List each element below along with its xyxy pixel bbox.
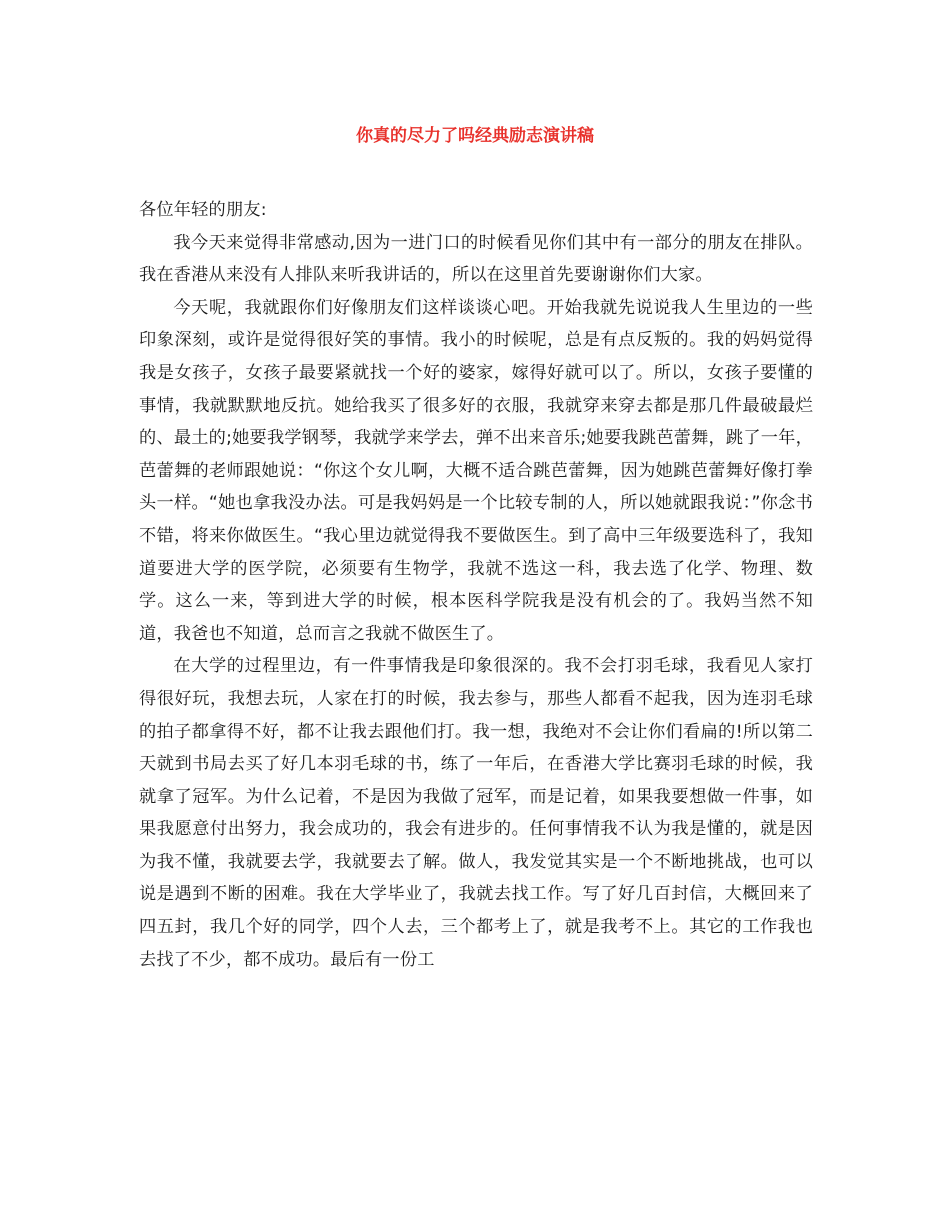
paragraph-2: 今天呢，我就跟你们好像朋友们这样谈谈心吧。开始我就先说说我人生里边的一些印象深刻，或许是觉得很好笑的事情。我小的时候呢，总是有点反叛的。我的妈妈觉得我是女孩子，女孩子最要紧就找一个好的婆家，嫁得好就可以了。所以，女孩子要懂的事情，我就默默地反抗。她给我买了很多好的衣服，我就穿来穿去都是那几件最破最烂的、最土的;她要我学钢琴，我就学来学去，弹不出来音乐;她要我跳芭蕾舞，跳了一年，芭蕾舞的老师跟她说：“你这个女儿啊，大概不适合跳芭蕾舞，因为她跳芭蕾舞好像打拳头一样。“她也拿我没办法。可是我妈妈是一个比较专制的人，所以她就跟我说：”你念书不错，将来你做医生。“我心里边就觉得我不要做医生。到了高中三年级要选科了，我知道要进大学的医学院，必须要有生物学，我就不选这一科，我去选了化学、物理、数学。这么一来，等到进大学的时候，根本医科学院我是没有机会的了。我妈当然不知道，我爸也不知道，总而言之我就不做医生了。: [139, 297, 813, 644]
document-title: 你真的尽力了吗经典励志演讲稿: [356, 126, 594, 146]
document-body: [139, 194, 813, 976]
paragraph-1: 我今天来觉得非常感动,因为一进门口的时候看见你们其中有一部分的朋友在排队。我在香港从来没有人排队来听我讲话的，所以在这里首先要谢谢你们大家。: [139, 232, 813, 286]
paragraph-3: 在大学的过程里边，有一件事情我是印象很深的。我不会打羽毛球，我看见人家打得很好玩，我想去玩，人家在打的时候，我去参与，那些人都看不起我，因为连羽毛球的拍子都拿得不好，都不让我去跟他们打。我一想，我绝对不会让你们看扁的!所以第二天就到书局去买了好几本羽毛球的书，练了一年后，在香港大学比赛羽毛球的时候，我就拿了冠军。为什么记着，不是因为我做了冠军，而是记着，如果我要想做一件事，如果我愿意付出努力，我会成功的，我会有进步的。任何事情我不认为我是懂的，就是因为我不懂，我就要去学，我就要去了解。做人，我发觉其实是一个不断地挑战，也可以说是遇到不断的困难。我在大学毕业了，我就去找工作。写了好几百封信，大概回来了四五封，我几个好的同学，四个人去，三个都考上了，就是我考不上。其它的工作我也去找了不少，都不成功。最后有一份工: [139, 656, 813, 970]
salutation: 各位年轻的朋友:: [139, 200, 267, 220]
